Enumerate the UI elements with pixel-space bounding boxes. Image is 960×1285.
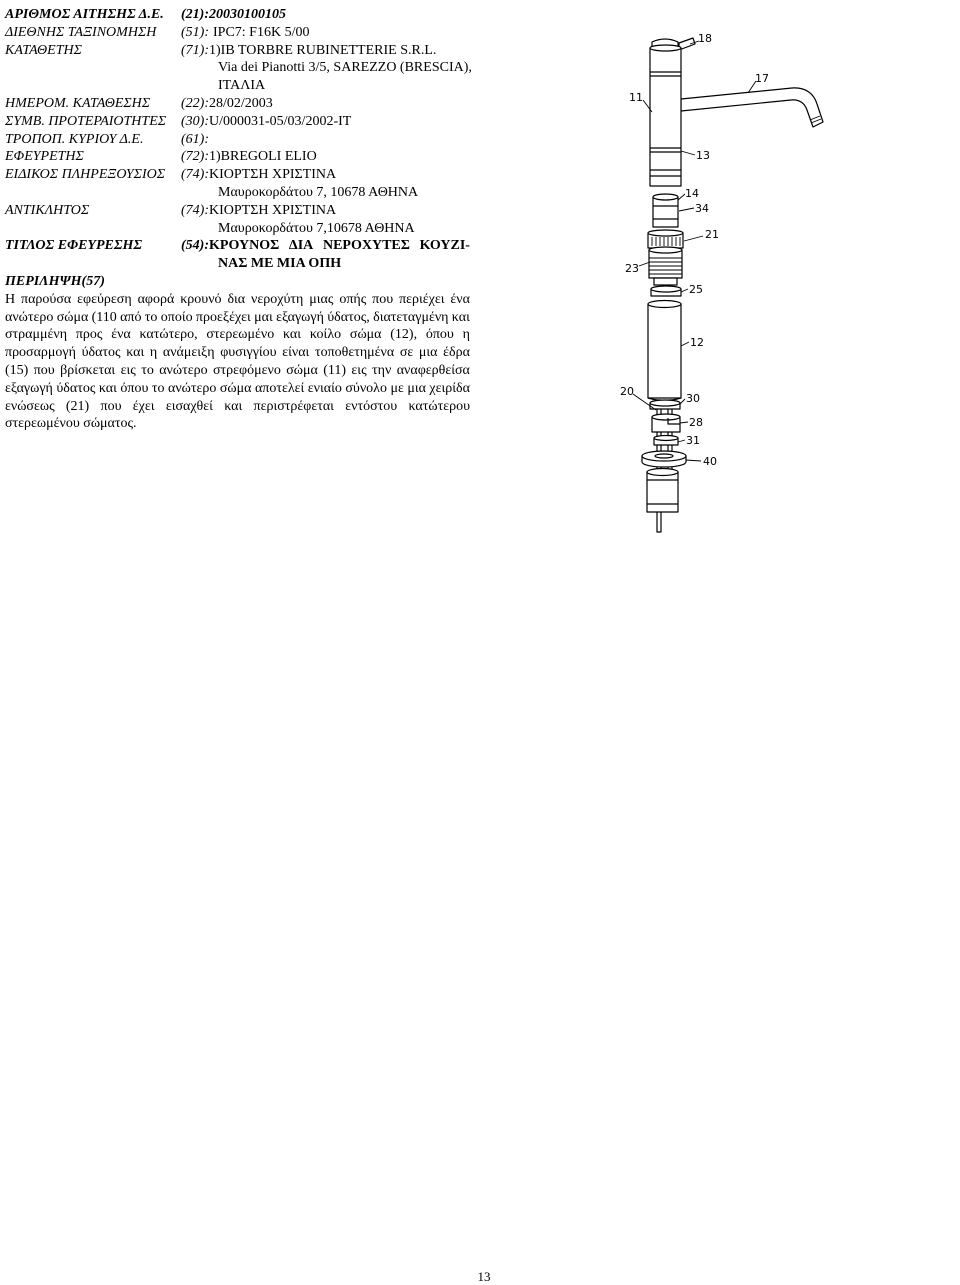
- title-line-2: ΝΑΣ ΜΕ ΜΙΑ ΟΠΗ: [218, 256, 342, 272]
- abstract-line: [5, 291, 470, 309]
- word: προεξέχει: [195, 309, 251, 325]
- applicant-address: Via dei Pianotti 3/5, SAREZZO (BRESCIA),: [218, 60, 472, 76]
- applicant-code: (71):: [181, 42, 209, 58]
- word: ύδατος,: [327, 309, 370, 325]
- classification-value: IPC7: F16K 5/00: [213, 24, 310, 40]
- word: και: [224, 398, 243, 414]
- word: αφορά: [137, 291, 175, 307]
- word: προσαρμογή: [5, 345, 76, 361]
- inventor-row: [5, 148, 470, 166]
- title-line-1: [209, 237, 470, 255]
- part-40: [642, 451, 686, 467]
- word: κατώτερο,: [139, 327, 198, 343]
- part-label-13: 13: [696, 149, 710, 162]
- word: ΚΡΟΥΝΟΣ: [209, 238, 280, 254]
- word: σύνολο: [345, 380, 387, 396]
- abstract-line: [5, 362, 470, 380]
- classification-label: ΔΙΕΘΝΗΣ ΤΑΞΙΝΟΜΗΣΗ: [5, 24, 157, 40]
- word: ανώτερο: [159, 362, 208, 378]
- abstract-text: [5, 291, 470, 433]
- word: αποτελεί: [254, 380, 305, 396]
- word: ύδατος: [81, 345, 121, 361]
- title-code: (54):: [181, 238, 209, 254]
- word: ΔΙΑ: [288, 238, 314, 254]
- application-number-value: 20030100105: [209, 7, 286, 22]
- word: στερεωμένο: [206, 327, 275, 343]
- filing-date-row: [5, 95, 470, 113]
- abstract-line: [5, 326, 470, 344]
- application-number-label: ΑΡΙΘΜΟΣ ΑΙΤΗΣΗΣ Δ.Ε.: [5, 7, 164, 22]
- priority-code: (30):: [181, 113, 209, 129]
- word: εισαχθεί: [165, 398, 213, 414]
- word: (11): [323, 362, 347, 378]
- word: που: [372, 291, 394, 307]
- application-number-row: [5, 6, 470, 24]
- inventor-label: ΕΦΕΥΡΕΤΗΣ: [5, 149, 84, 165]
- word: εξαγωγή: [5, 380, 53, 396]
- lower-body: [648, 301, 681, 401]
- word: νεροχύτη: [251, 291, 304, 307]
- part-label-11: 11: [629, 91, 643, 104]
- title-row: [5, 237, 470, 255]
- attorney-address: Μαυροκορδάτου 7, 10678 ΑΘΗΝΑ: [218, 184, 419, 200]
- word: ανώτερο: [5, 309, 54, 325]
- word: ΚΟΥΖΙ-: [419, 238, 470, 254]
- word: και: [98, 380, 117, 396]
- part-label-40: 40: [703, 455, 717, 468]
- word: όπου: [120, 380, 149, 396]
- word: περιέχει: [399, 291, 445, 307]
- part-30: [650, 400, 680, 409]
- abstract-line: [5, 380, 470, 398]
- word: μια: [407, 380, 426, 396]
- part-label-25: 25: [689, 283, 703, 296]
- agent-address: Μαυροκορδάτου 7,10678 ΑΘΗΝΑ: [218, 220, 415, 236]
- word: που: [33, 362, 55, 378]
- part-23: [649, 247, 682, 285]
- agent-row: [5, 202, 470, 220]
- word: μια: [418, 345, 438, 361]
- filing-date-label: ΗΜΕΡΟΜ. ΚΑΤΑΘΕΣΗΣ: [5, 95, 151, 111]
- word: η: [149, 345, 158, 361]
- word: Η: [5, 291, 16, 307]
- word: μαι: [254, 309, 273, 325]
- word: εντόστου: [345, 398, 398, 414]
- word: οποίο: [160, 309, 193, 325]
- abstract-line: [5, 309, 470, 327]
- word: (15): [5, 362, 29, 378]
- word: ανάμειξη: [162, 345, 215, 361]
- word: σώμα: [56, 309, 89, 325]
- word: κρουνό: [180, 291, 222, 307]
- word: στρεφόμενο: [212, 362, 281, 378]
- word: σώμα: [349, 327, 382, 343]
- amendment-code: (61):: [181, 131, 209, 147]
- patent-record: [5, 6, 470, 433]
- word: έδρα: [443, 345, 470, 361]
- word: εις: [120, 362, 136, 378]
- word: ένα: [111, 327, 131, 343]
- nut: [647, 469, 678, 513]
- word: όπου: [425, 327, 454, 343]
- part-label-14: 14: [685, 187, 699, 200]
- word: αναφερθείσα: [396, 362, 470, 378]
- word: και: [126, 345, 145, 361]
- part-label-31: 31: [686, 434, 700, 447]
- word: (12),: [390, 327, 418, 343]
- filing-date-value: 28/02/2003: [209, 95, 273, 111]
- word: διατεταγμένη: [373, 309, 449, 325]
- abstract-heading: ΠΕΡΙΛΗΨΗ(57): [5, 273, 105, 289]
- agent-name: ΚΙΟΡΤΣΗ ΧΡΙΣΤΙΝΑ: [209, 202, 337, 218]
- agent-label: ΑΝΤΙΚΛΗΤΟΣ: [5, 202, 90, 218]
- part-label-17: 17: [755, 72, 769, 85]
- page-number: 13: [477, 1269, 491, 1284]
- word: οπής: [339, 291, 367, 307]
- word: και: [451, 309, 470, 325]
- word: το: [141, 362, 154, 378]
- word: τοποθετημένα: [314, 345, 395, 361]
- word: εις: [351, 362, 367, 378]
- attorney-row: [5, 166, 470, 184]
- word: το: [151, 380, 165, 396]
- part-label-20: 20: [620, 385, 634, 398]
- classification-row: [5, 24, 470, 42]
- part-21: [648, 230, 683, 248]
- part-label-30: 30: [686, 392, 700, 405]
- word: το: [144, 309, 158, 325]
- amendment-label: ΤΡΟΠΟΠ. ΚΥΡΙΟΥ Δ.Ε.: [5, 131, 144, 147]
- word: χειρίδα: [429, 380, 470, 396]
- word: περιστρέφεται: [253, 398, 334, 414]
- word: έχει: [132, 398, 155, 414]
- word: στραμμένη: [5, 327, 68, 343]
- upper-body: [650, 45, 681, 186]
- part-label-18: 18: [698, 32, 712, 45]
- abstract-line: [5, 398, 470, 416]
- part-14: [653, 194, 678, 227]
- word: ενώσεως: [5, 398, 55, 414]
- word: ανώτερο: [168, 380, 217, 396]
- amendment-row: [5, 131, 470, 149]
- word: ΝΕΡΟΧΥΤΕΣ: [322, 238, 410, 254]
- spout: [681, 88, 823, 127]
- word: την: [372, 362, 392, 378]
- classification-code: (51):: [181, 24, 209, 40]
- word: προς: [75, 327, 103, 343]
- attorney-label: ΕΙΔΙΚΟΣ ΠΛΗΡΕΞΟΥΣΙΟΣ: [5, 167, 166, 183]
- part-label-21: 21: [705, 228, 719, 241]
- part-label-12: 12: [690, 336, 704, 349]
- part-label-34: 34: [695, 202, 709, 215]
- priority-row: [5, 113, 470, 131]
- faucet-exploded-drawing: [600, 20, 860, 540]
- inventor-value: 1)BREGOLI ELIO: [209, 149, 317, 165]
- word: ένα: [450, 291, 470, 307]
- part-label-28: 28: [689, 416, 703, 429]
- word: είναι: [282, 345, 310, 361]
- filing-date-code: (22):: [181, 95, 209, 111]
- applicant-label: ΚΑΤΑΘΕΤΗΣ: [5, 42, 82, 58]
- word: βρίσκεται: [60, 362, 116, 378]
- priority-value: U/000031-05/03/2002-IT: [209, 113, 352, 129]
- application-number-code: (21):: [181, 7, 209, 22]
- attorney-code: (74):: [181, 167, 209, 183]
- word: κατώτερου: [408, 398, 470, 414]
- word: (110: [91, 309, 117, 325]
- attorney-name: ΚΙΟΡΤΣΗ ΧΡΙΣΤΙΝΑ: [209, 167, 337, 183]
- applicant-country: ΙΤΑΛΙΑ: [218, 78, 266, 94]
- abstract-line-last: στερεωμένου σώματος.: [5, 416, 137, 432]
- part-28: [652, 414, 680, 432]
- word: εφεύρεση: [77, 291, 132, 307]
- word: σε: [399, 345, 414, 361]
- word: εξαγωγή: [276, 309, 324, 325]
- word: που: [100, 398, 122, 414]
- priority-label: ΣΥΜΒ. ΠΡΟΤΕΡΑΙΟΤΗΤΕΣ: [5, 113, 167, 129]
- word: με: [390, 380, 404, 396]
- word: ύδατος: [56, 380, 96, 396]
- word: μιας: [309, 291, 334, 307]
- word: ενιαίο: [307, 380, 342, 396]
- agent-code: (74):: [181, 202, 209, 218]
- title-label: ΤΙΤΛΟΣ ΕΦΕΥΡΕΣΗΣ: [5, 238, 143, 254]
- inventor-code: (72):: [181, 149, 209, 165]
- applicant-name: 1)IB TORBRE RUBINETTERIE S.R.L.: [209, 42, 437, 58]
- word: σώμα: [219, 380, 252, 396]
- word: δια: [227, 291, 246, 307]
- word: παρούσα: [21, 291, 72, 307]
- abstract-line: [5, 344, 470, 362]
- word: (21): [65, 398, 90, 414]
- part-label-23: 23: [625, 262, 639, 275]
- word: και: [283, 327, 302, 343]
- word: από: [120, 309, 142, 325]
- word: η: [462, 327, 470, 343]
- word: φυσιγγίου: [220, 345, 277, 361]
- applicant-row: [5, 42, 470, 60]
- word: κοίλο: [309, 327, 342, 343]
- word: σώμα: [286, 362, 318, 378]
- part-31: [654, 436, 678, 446]
- part-25: [651, 286, 681, 296]
